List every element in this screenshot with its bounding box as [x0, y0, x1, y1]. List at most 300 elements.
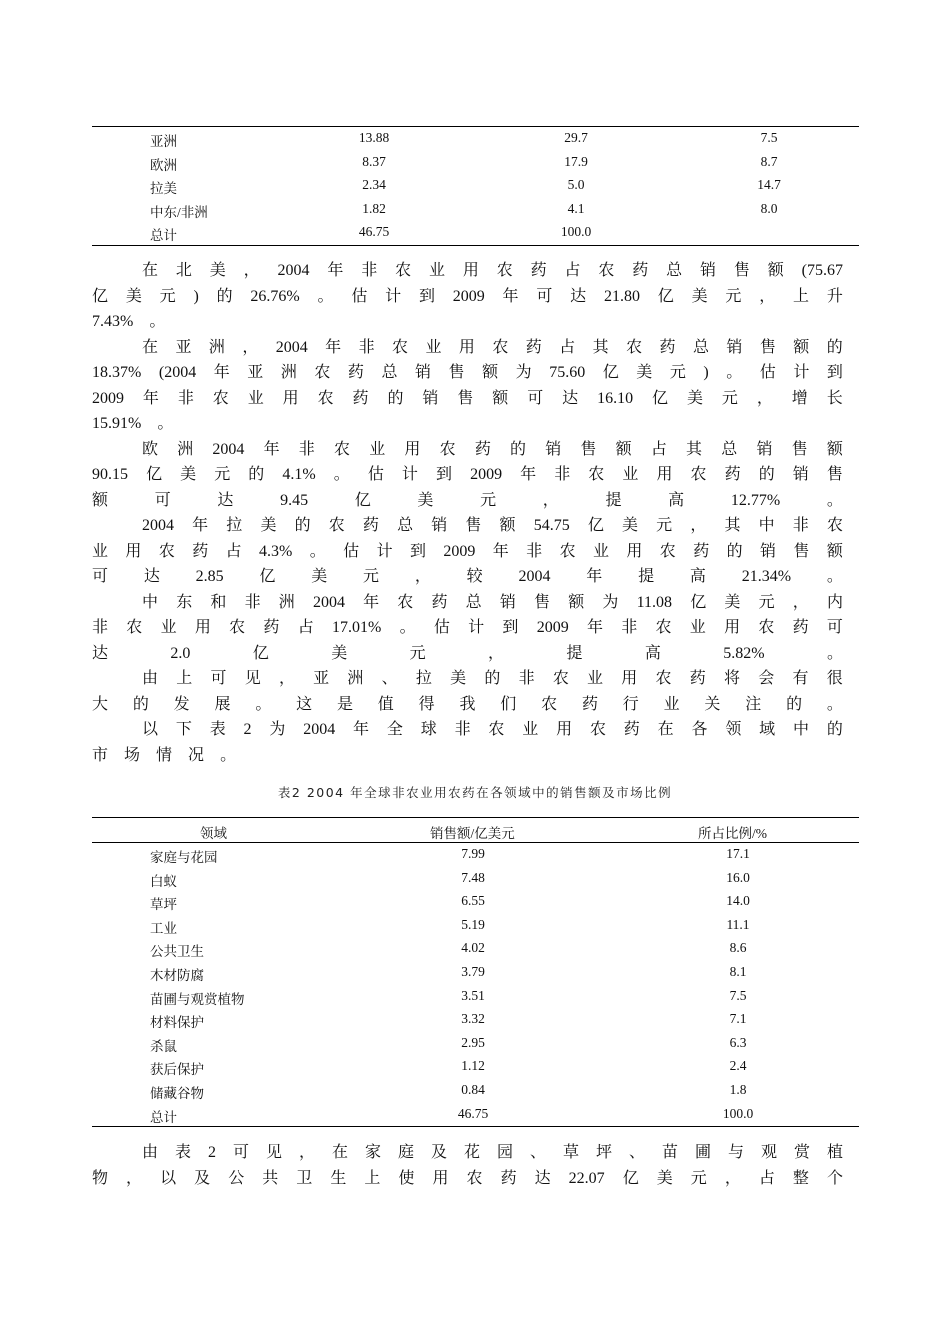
text-token: 2009	[443, 542, 476, 560]
text-token: 域	[759, 721, 776, 738]
paragraph-europe	[92, 437, 843, 514]
text-token: 26.76%	[250, 287, 300, 305]
text-token: 高	[644, 644, 661, 662]
text-token: 12.77%	[730, 491, 781, 509]
text-token: 及	[194, 1169, 211, 1187]
text-token: 年	[327, 262, 344, 279]
text-token: 。	[826, 491, 843, 509]
text-token: 54.75	[533, 517, 570, 534]
text-token: 我	[459, 695, 476, 713]
text-token: 业	[425, 338, 442, 356]
text-token: 其	[724, 517, 741, 534]
text-token: 美	[450, 670, 467, 687]
text-token: 额	[793, 338, 810, 356]
text-token: 占	[564, 262, 581, 279]
header-sector: 领域	[200, 826, 227, 841]
text-token: 个	[826, 1169, 843, 1187]
text-line	[92, 590, 843, 616]
text-token: 2009	[452, 287, 485, 305]
paragraph-middle-east-africa	[92, 590, 843, 667]
text-token: 。	[149, 313, 166, 330]
text-token: ，	[724, 1169, 741, 1187]
text-token: (75.67	[801, 262, 843, 279]
text-token: 2009	[470, 466, 503, 483]
text-line	[92, 284, 843, 310]
text-token: 共	[262, 1169, 279, 1187]
text-token: 发	[173, 695, 190, 713]
table-row	[92, 937, 859, 961]
text-token: 额	[826, 440, 843, 458]
text-token: 。	[826, 644, 843, 662]
text-token: 销	[431, 517, 448, 534]
text-token: 2009	[536, 619, 569, 636]
text-token: 年	[586, 568, 603, 585]
text-token: 达	[534, 1169, 551, 1187]
text-token: 亚	[247, 364, 264, 381]
text-token: 总	[381, 364, 398, 381]
share-cell: 5.0	[567, 177, 585, 192]
text-token: 美	[180, 466, 197, 483]
text-token: 销	[760, 542, 777, 560]
text-token: 2004	[142, 517, 174, 534]
text-token: 花	[463, 1144, 480, 1161]
table-row	[92, 198, 859, 222]
text-token: 21.34%	[741, 568, 792, 585]
text-token: 5.82%	[723, 644, 765, 662]
text-line	[92, 564, 843, 590]
sales-cell: 5.19	[461, 916, 485, 932]
text-token: 额	[92, 491, 109, 509]
text-token: 亿	[652, 389, 669, 407]
sales-cell: 46.75	[358, 224, 390, 239]
sales-cell: 7.48	[461, 869, 485, 885]
growth-cell: 14.7	[757, 177, 781, 192]
text-token: 年	[142, 389, 159, 407]
sales-cell: 2.95	[461, 1034, 485, 1050]
table-row	[92, 843, 859, 867]
text-token: 计	[376, 542, 393, 560]
text-token: 农	[212, 389, 229, 407]
table-row	[92, 985, 859, 1009]
text-token: 领	[725, 721, 742, 738]
text-token: 年	[492, 542, 509, 560]
text-token: 元	[159, 287, 176, 305]
text-token: 农	[492, 338, 509, 356]
text-token: 美	[686, 389, 703, 407]
table-row	[92, 1008, 859, 1032]
text-token: 年	[325, 338, 342, 356]
text-token: 内	[826, 593, 843, 611]
text-token: 非	[454, 721, 471, 738]
text-token: 整	[792, 1169, 809, 1187]
paragraph-table2-intro	[92, 717, 843, 768]
text-token: 用	[556, 721, 573, 738]
growth-cell: 7.5	[760, 130, 778, 145]
text-token: 的	[786, 695, 803, 713]
text-token: ，	[242, 338, 259, 356]
text-token: 药	[689, 670, 706, 687]
text-line	[92, 615, 843, 641]
text-token: 观	[760, 1144, 777, 1161]
table-header-row	[92, 818, 859, 843]
text-token: 药	[693, 542, 710, 560]
paragraph-asia	[92, 335, 843, 437]
text-token: 元	[214, 466, 231, 483]
text-token: 药	[362, 517, 379, 534]
text-token: 用	[626, 542, 643, 560]
text-token: 其	[592, 338, 609, 356]
text-token: (2004	[158, 364, 197, 381]
text-line	[92, 309, 843, 335]
text-token: 药	[474, 440, 491, 458]
text-token: 总	[397, 517, 414, 534]
header-share: 所占比例/%	[698, 826, 767, 841]
text-token: 达	[92, 644, 109, 662]
sector-cell: 苗圃与观赏植物	[150, 991, 245, 1007]
text-token: 药	[431, 593, 448, 611]
text-token: 。	[220, 746, 237, 764]
text-token: 药	[347, 364, 364, 381]
text-token: 4.3%	[259, 542, 293, 560]
text-token: 洲	[347, 670, 364, 687]
header-sales: 销售额/亿美元	[430, 826, 515, 841]
text-token: ，	[243, 262, 260, 279]
text-token: 农	[395, 262, 412, 279]
text-token: 很	[826, 670, 843, 687]
text-token: 亿	[622, 1169, 639, 1187]
sector-cell: 公共卫生	[150, 944, 204, 960]
text-token: 额	[482, 364, 499, 381]
text-token: 农	[466, 1169, 483, 1187]
text-line	[92, 692, 843, 718]
text-token: 得	[418, 695, 435, 713]
text-token: 亿	[146, 466, 163, 483]
table-row	[92, 890, 859, 914]
text-token: 售	[793, 542, 810, 560]
text-token: 场	[124, 746, 141, 764]
text-token: 售	[580, 440, 597, 458]
sales-cell: 3.32	[461, 1011, 485, 1027]
text-token: ，	[542, 491, 559, 509]
text-token: 提	[605, 491, 622, 509]
text-token: 的	[510, 440, 527, 458]
text-token: ，	[759, 287, 776, 305]
text-token: 额	[767, 262, 784, 279]
text-token: 可	[826, 619, 843, 636]
share-cell: 8.1	[729, 963, 747, 979]
text-token: 高	[668, 491, 685, 509]
text-token: 2004	[303, 721, 336, 738]
share-cell: 8.6	[729, 940, 747, 956]
table-row	[92, 1032, 859, 1056]
text-token: 洲	[278, 593, 295, 611]
text-token: 农	[158, 542, 175, 560]
text-token: 上	[176, 670, 193, 687]
text-token: 欧	[142, 440, 159, 458]
text-token: 庭	[397, 1144, 414, 1161]
text-token: 使	[398, 1169, 415, 1187]
text-token: 生	[330, 1169, 347, 1187]
text-line	[92, 513, 843, 539]
text-token: 赏	[793, 1144, 810, 1161]
text-token: 年	[353, 721, 370, 738]
share-cell: 1.8	[729, 1081, 747, 1097]
text-token: 销	[726, 338, 743, 356]
text-token: 计	[468, 619, 485, 636]
text-token: 达	[562, 389, 579, 407]
text-token: 为	[515, 364, 532, 381]
text-token: 的	[826, 338, 843, 356]
text-token: 额	[826, 542, 843, 560]
text-token: 。	[255, 695, 272, 713]
text-token: 17.01%	[331, 619, 382, 636]
text-token: 在	[142, 338, 159, 356]
text-token: 元	[721, 389, 738, 407]
text-token: 们	[500, 695, 517, 713]
sector-cell: 白蚁	[150, 873, 177, 889]
table-row	[92, 151, 859, 175]
text-token: 21.80	[603, 287, 640, 305]
text-token: 亿	[252, 644, 269, 662]
region-cell: 总计	[150, 228, 177, 243]
text-token: 可	[527, 389, 544, 407]
text-token: 用	[432, 1169, 449, 1187]
text-token: 售	[534, 593, 551, 611]
text-token: 况	[188, 746, 205, 764]
sales-cell: 1.82	[362, 200, 386, 216]
text-token: 表	[209, 721, 226, 738]
share-cell: 7.1	[729, 1011, 747, 1027]
text-token: 为	[602, 593, 619, 611]
share-cell: 4.1	[567, 200, 585, 216]
text-token: 由	[142, 1144, 159, 1161]
sector-cell: 草坪	[150, 897, 177, 913]
text-token: ，	[488, 644, 505, 662]
text-token: 升	[826, 287, 843, 305]
text-token: 见	[265, 1144, 282, 1161]
text-token: 。	[826, 695, 843, 713]
text-token: 估	[351, 287, 368, 305]
text-token: 额	[568, 593, 585, 611]
text-token: 售	[826, 466, 843, 483]
text-token: 上	[364, 1169, 381, 1187]
text-token: 美	[209, 262, 226, 279]
sales-cell: 3.79	[461, 963, 485, 979]
sales-cell: 46.75	[457, 1105, 489, 1121]
text-token: 用	[282, 389, 299, 407]
text-token: 表	[175, 1144, 192, 1161]
text-token: 药	[530, 262, 547, 279]
text-token: 2004	[275, 338, 308, 356]
text-line	[92, 488, 843, 514]
text-token: 到	[409, 542, 426, 560]
text-token: 售	[759, 338, 776, 356]
text-token: 农	[496, 262, 513, 279]
text-token: 。	[317, 287, 334, 305]
text-token: 年	[586, 619, 603, 636]
text-token: 亿	[587, 517, 604, 534]
text-token: 元	[690, 1169, 707, 1187]
text-token: 美	[622, 517, 639, 534]
text-token: 美	[691, 287, 708, 305]
text-token: 农	[229, 619, 246, 636]
text-token: 美	[656, 1169, 673, 1187]
text-token: )	[703, 364, 709, 381]
text-token: 药	[659, 338, 676, 356]
text-token: 额	[615, 440, 632, 458]
share-cell: 11.1	[726, 916, 750, 932]
text-token: 农	[552, 670, 569, 687]
text-token: 估	[759, 364, 776, 381]
sales-cell: 13.88	[358, 130, 390, 145]
text-token: 农	[439, 440, 456, 458]
text-token: 注	[745, 695, 762, 713]
text-token: 9.45	[280, 491, 309, 509]
table-row	[92, 174, 859, 198]
text-token: 市	[92, 746, 109, 764]
text-token: 大	[92, 695, 109, 713]
text-token: 美	[636, 364, 653, 381]
text-token: 用	[194, 619, 211, 636]
text-line	[92, 1166, 843, 1192]
text-token: 2004	[277, 262, 310, 279]
text-token: 占	[758, 1169, 775, 1187]
text-token: 东	[176, 593, 193, 611]
text-token: 药	[352, 389, 369, 407]
text-token: 提	[638, 568, 655, 585]
text-token: 北	[175, 262, 192, 279]
text-token: 农	[655, 619, 672, 636]
text-token: 元	[725, 287, 742, 305]
text-line	[92, 360, 843, 386]
text-token: 用	[462, 262, 479, 279]
text-token: 农	[826, 517, 843, 534]
sales-cell: 8.37	[362, 153, 386, 169]
text-token: ，	[414, 568, 431, 585]
text-token: 2004	[212, 440, 245, 458]
text-token: 美	[417, 491, 434, 509]
text-token: 农	[598, 262, 615, 279]
text-token: 计	[401, 466, 418, 483]
paragraph-north-america	[92, 258, 843, 335]
text-token: 90.15	[92, 466, 128, 483]
text-token: 农	[392, 338, 409, 356]
text-token: 到	[436, 466, 453, 483]
text-token: 估	[433, 619, 450, 636]
text-token: 非	[244, 593, 261, 611]
region-cell: 欧洲	[150, 157, 177, 173]
text-token: 其	[686, 440, 703, 458]
text-token: 的	[387, 389, 404, 407]
text-line	[92, 539, 843, 565]
text-token: 75.60	[549, 364, 586, 381]
text-token: 4.1%	[282, 466, 316, 483]
text-token: 可	[232, 1144, 249, 1161]
text-token: 行	[622, 695, 639, 713]
text-token: 由	[142, 670, 159, 687]
text-token: 2.85	[195, 568, 224, 585]
regional-sales-table	[92, 126, 859, 246]
text-token: 以	[142, 721, 159, 738]
text-token: 的	[248, 466, 265, 483]
text-token: 农	[541, 695, 558, 713]
text-token: 圃	[694, 1144, 711, 1161]
text-token: 售	[448, 364, 465, 381]
text-token: 苗	[661, 1144, 678, 1161]
sector-cell: 工业	[150, 920, 177, 936]
text-token: 园	[496, 1144, 513, 1161]
text-line	[92, 335, 843, 361]
share-cell: 17.1	[726, 846, 750, 861]
text-token: 农	[559, 542, 576, 560]
text-token: 元	[656, 517, 673, 534]
sales-cell: 0.84	[461, 1081, 485, 1097]
text-token: 关	[704, 695, 721, 713]
text-token: 占	[559, 338, 576, 356]
text-token: ，	[298, 1144, 315, 1161]
text-token: 业	[522, 721, 539, 738]
text-token: 总	[666, 262, 683, 279]
text-token: 22.07	[568, 1169, 605, 1187]
text-token: 计	[385, 287, 402, 305]
text-token: 非	[358, 338, 375, 356]
text-token: 业	[587, 670, 604, 687]
text-line	[92, 462, 843, 488]
share-cell: 2.4	[729, 1058, 747, 1074]
text-token: 农	[397, 593, 414, 611]
share-cell: 17.9	[564, 153, 588, 169]
sales-cell: 4.02	[461, 940, 485, 956]
sector-cell: 家庭与花园	[150, 850, 218, 865]
text-token: 值	[377, 695, 394, 713]
text-token: 销	[499, 593, 516, 611]
text-token: 用	[404, 440, 421, 458]
text-token: 年	[520, 466, 537, 483]
share-cell: 16.0	[726, 869, 750, 885]
text-token: 拉	[226, 517, 243, 534]
text-token: 会	[758, 670, 775, 687]
share-cell: 100.0	[560, 224, 592, 239]
text-token: 洲	[280, 364, 297, 381]
text-token: 到	[502, 619, 519, 636]
text-token: 及	[430, 1144, 447, 1161]
text-token: 非	[518, 670, 535, 687]
text-token: 业	[160, 619, 177, 636]
text-token: 业	[663, 695, 680, 713]
text-token: 亿	[259, 568, 276, 585]
text-token: 、	[628, 1144, 645, 1161]
table2-caption: 表2 2004 年全球非农业用农药在各领域中的销售额及市场比例	[277, 785, 673, 800]
text-token: 非	[177, 389, 194, 407]
sales-cell: 1.12	[461, 1058, 485, 1074]
text-token: 在	[142, 262, 159, 279]
text-token: 。	[333, 466, 350, 483]
table-row	[92, 961, 859, 985]
text-token: 业	[622, 466, 639, 483]
text-token: 元	[758, 593, 775, 611]
text-token: 。	[826, 568, 843, 585]
text-token: 用	[458, 338, 475, 356]
text-token: 药	[192, 542, 209, 560]
growth-cell: 8.0	[760, 200, 778, 216]
sales-cell: 7.99	[461, 846, 485, 861]
sector-cell: 储藏谷物	[150, 1085, 204, 1101]
sector-cell: 杀鼠	[150, 1038, 177, 1054]
text-token: 占	[650, 440, 667, 458]
region-cell: 亚洲	[150, 134, 177, 149]
text-token: 药	[792, 619, 809, 636]
sales-cell: 2.34	[362, 177, 386, 192]
